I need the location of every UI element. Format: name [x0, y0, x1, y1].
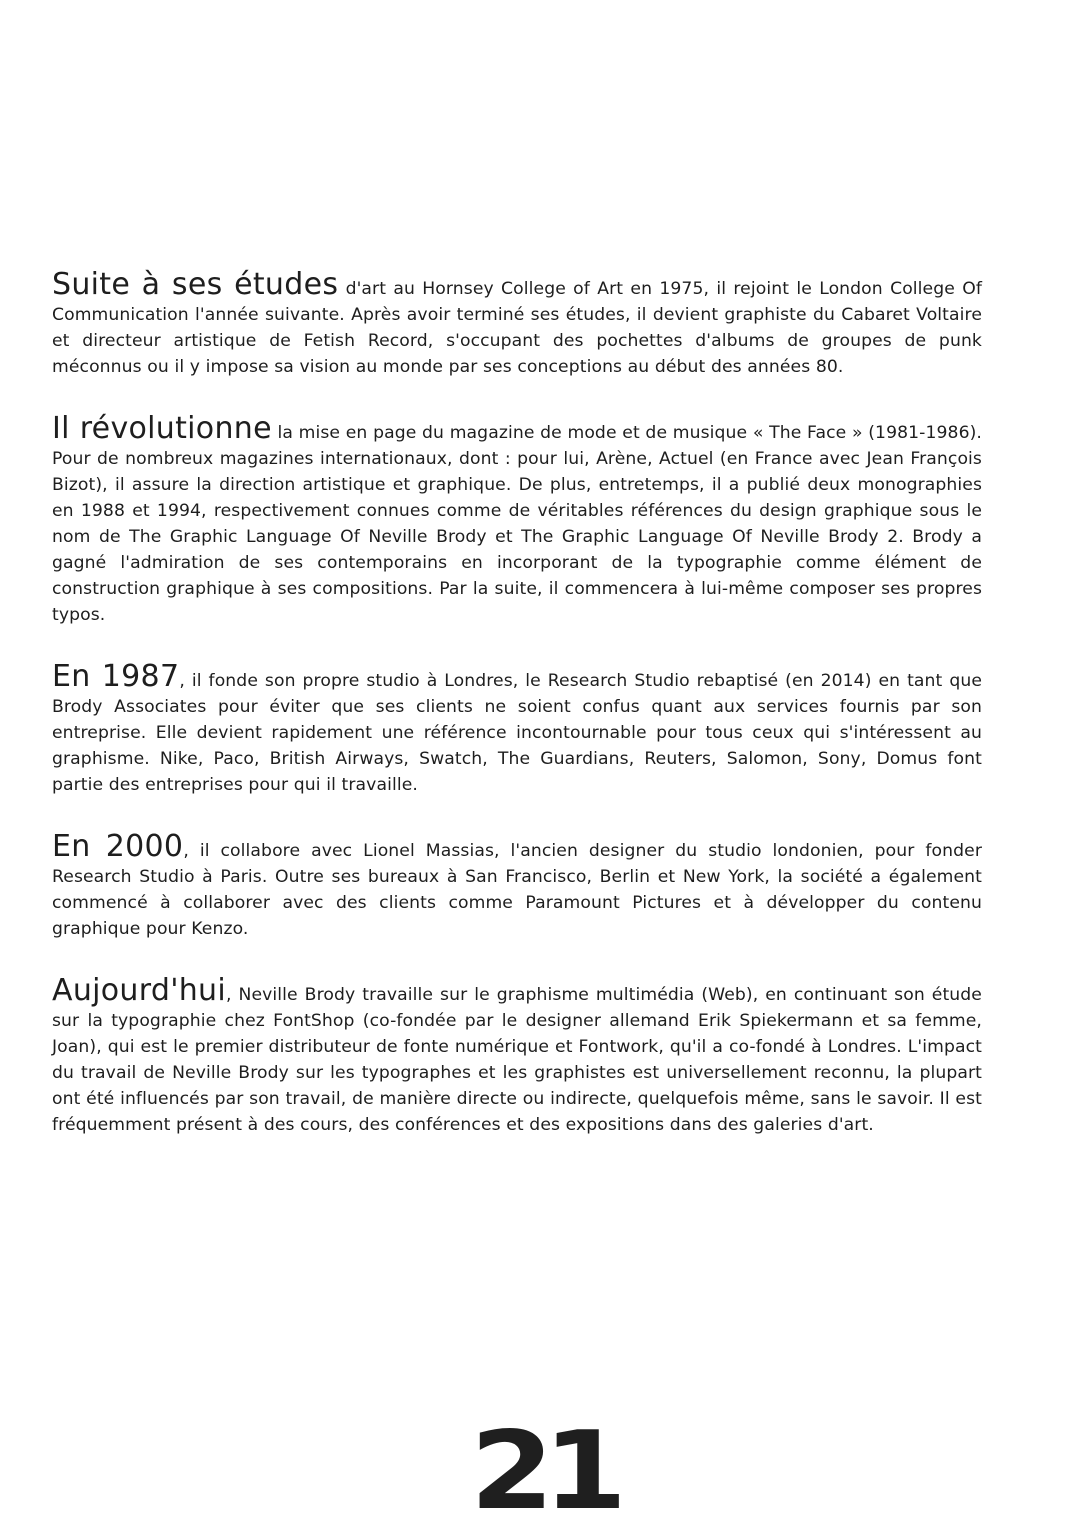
paragraph-text: , il collabore avec Lionel Massias, l'ancien designer du studio londonien, pour fonder Research Studio à Paris. Outre ses bureaux à San Francisco, Berlin et New York, la société a également commencé à collaborer avec des clients comme Paramount Pictures et à développer du contenu graphique pour Kenzo. — [52, 841, 983, 939]
paragraph-lead: En 2000 — [52, 829, 184, 864]
paragraph-lead: En 1987 — [52, 659, 180, 694]
paragraph-lead: Il révolutionne — [52, 411, 272, 446]
paragraph-studies — [52, 267, 982, 380]
paragraph-2000 — [52, 829, 983, 942]
paragraph-text: d'art au Hornsey College of Art en 1975, il rejoint le London College Of Communication l'année suivante. Après avoir terminé ses études, il devient graphiste du Cabaret Voltaire et directeur artistique de Fetish Record, s'occupant des pochettes d'albums de groupes de punk méconnus ou il y impose sa vision au monde par ses conceptions au début des années 80. — [52, 279, 982, 377]
paragraph-text: , il fonde son propre studio à Londres, le Research Studio rebaptisé (en 2014) en tant que Brody Associates pour éviter que ses clients ne soient confus quant aux services fournis par son entreprise. Elle devient rapidement une référence incontournable pour tous ceux qui s'intéressent au graphisme. Nike, Paco, British Airways, Swatch, The Guardians, Reuters, Salomon, Sony, Domus font partie des entreprises pour qui il travaille. — [52, 671, 983, 795]
paragraph-lead: Suite à ses études — [52, 267, 339, 302]
article-body — [52, 267, 983, 1174]
paragraph-text: la mise en page du magazine de mode et de musique « The Face » (1981-1986). Pour de nombreux magazines internationaux, dont : pour lui, Arène, Actuel (en France avec Jean François Bizot), il assure la direction artistique et graphique. De plus, entretemps, il a publié deux monographies en 1988 et 1994, respectivement connues comme de véritables références du design graphique sous le nom de The Graphic Language Of Neville Brody et The Graphic Language Of Neville Brody 2. Brody a gagné l'admiration de ses contemporains en incorporant de la typographie comme élément de construction graphique à ses compositions. Par la suite, il commencera à lui-même composer ses propres typos. — [52, 423, 982, 625]
page-number: 21 — [470, 1409, 616, 1534]
paragraph-1987 — [52, 659, 983, 798]
paragraph-today — [52, 973, 982, 1138]
paragraph-lead: Aujourd'hui — [52, 973, 226, 1008]
paragraph-revolution — [52, 411, 982, 628]
paragraph-text: , Neville Brody travaille sur le graphisme multimédia (Web), en continuant son étude sur la typographie chez FontShop (co-fondée par le designer allemand Erik Spiekermann et sa femme, Joan), qui est le premier distributeur de fonte numérique et Fontwork, qu'il a co-fondé à Londres. L'impact du travail de Neville Brody sur les typographes et les graphistes est universellement reconnu, la plupart ont été influencés par son travail, de manière directe ou indirecte, quelquefois même, sans le savoir. Il est fréquemment présent à des cours, des conférences et des expositions dans des galeries d'art. — [52, 985, 982, 1135]
